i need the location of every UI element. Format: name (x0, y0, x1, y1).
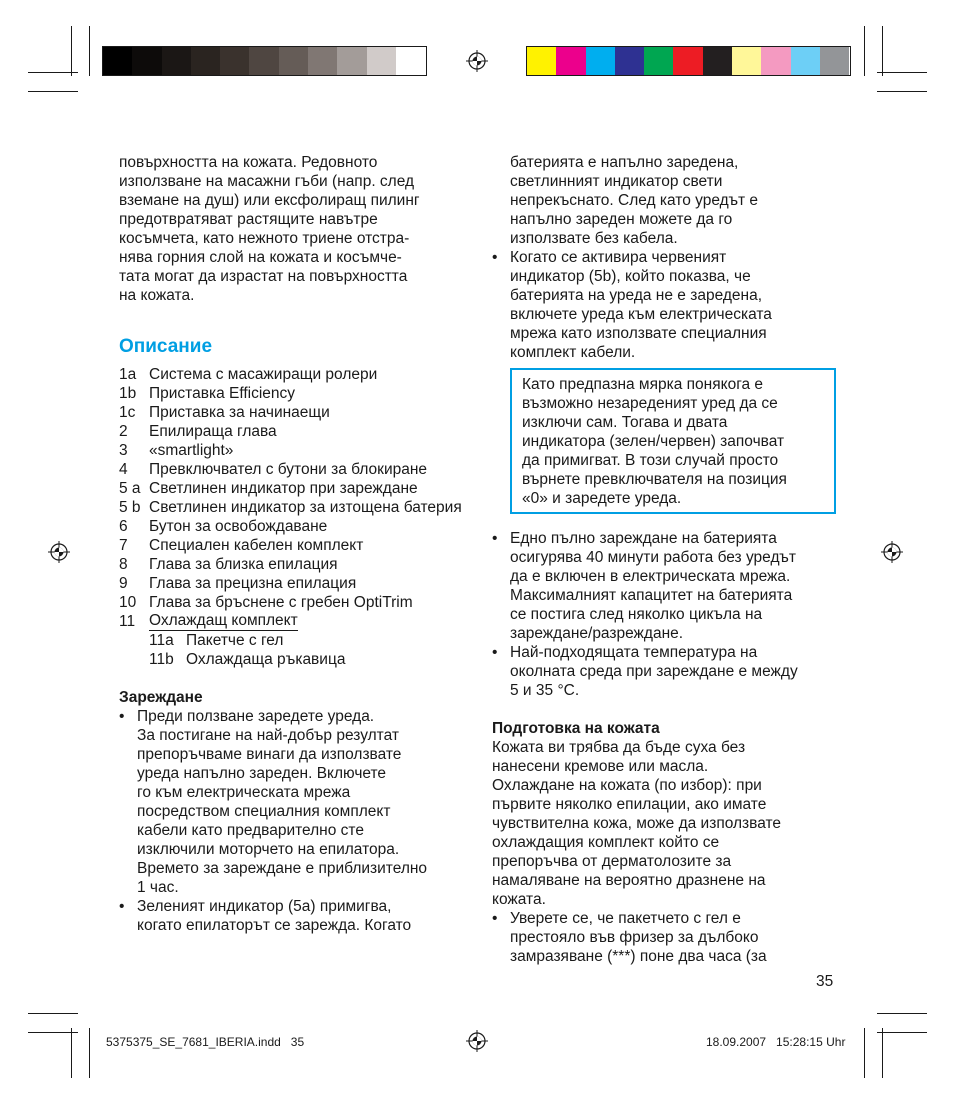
list-item-text: Светлинен индикатор при зареждане (149, 480, 418, 497)
calibration-swatch (586, 47, 615, 75)
calibration-swatch (279, 47, 308, 75)
text-line: 1 час. (137, 879, 179, 896)
list-item (119, 422, 469, 441)
bullet-icon: • (492, 530, 498, 547)
list-item-text: Глава за бръснене с гребен OptiTrim (149, 594, 413, 611)
list-item (119, 441, 469, 460)
list-item (119, 479, 469, 498)
charging-bullets (119, 707, 469, 935)
section-heading-skin-preparation: Подготовка на кожата (492, 720, 660, 737)
list-item-text: Приставка Efficiency (149, 385, 296, 402)
list-item-text: Превключвател с бутони за блокиране (149, 461, 428, 478)
text-line: първите няколко епилации, ако имате (492, 796, 767, 813)
list-item-number: 7 (119, 537, 128, 554)
text-line: 5 и 35 °C. (510, 682, 580, 699)
text-line: напълно зареден можете да го (510, 211, 733, 228)
text-line: използване на масажни гъби (напр. след (119, 173, 415, 190)
text-line: батерията на уреда не е заредена, (510, 287, 762, 304)
list-item-text: Светлинен индикатор за изтощена батерия (149, 499, 462, 516)
list-item-text: «smartlight» (149, 442, 234, 459)
text-line: замразяване (***) поне два часа (за (510, 948, 767, 965)
left-column (119, 153, 469, 935)
calibration-swatch (615, 47, 644, 75)
text-line: намаляване на вероятно дразнене на (492, 872, 766, 889)
list-item-number: 9 (119, 575, 128, 592)
calibration-swatch (396, 47, 425, 75)
list-item-text: Епилираща глава (149, 423, 277, 440)
text-line: го към електрическата мрежа (137, 784, 351, 801)
skin-preparation-paragraph (492, 738, 837, 909)
text-line: комплект кабели. (510, 344, 636, 361)
text-line: посредством специалния комплект (137, 803, 391, 820)
text-line: изключили моторчето на епилатора. (137, 841, 400, 858)
list-item-number: 1b (119, 385, 137, 402)
text-line: вземане на душ) или ексфолиращ пилинг (119, 192, 420, 209)
section-heading-charging: Зареждане (119, 689, 203, 706)
text-line: кожата. (492, 891, 546, 908)
calibration-swatch (673, 47, 702, 75)
safety-note-box (510, 368, 836, 514)
calibration-swatch (820, 47, 849, 75)
list-item-number: 11 (119, 613, 136, 630)
calibration-swatch (732, 47, 761, 75)
list-item-number: 4 (119, 461, 128, 478)
list-item (119, 384, 469, 403)
text-line: уреда напълно зареден. Включете (137, 765, 387, 782)
text-line: използвате без кабела. (510, 230, 678, 247)
list-item (119, 536, 469, 555)
text-line: предотвратяват растящите навътре (119, 211, 378, 228)
calibration-swatch (103, 47, 132, 75)
text-line: върнете превключвателя на позиция (522, 471, 787, 488)
text-line: Кожата ви трябва да бъде суха без (492, 739, 746, 756)
text-line: се постига след няколко цикъла на (510, 606, 763, 623)
text-line: «0» и заредете уреда. (522, 490, 682, 507)
sublist-item (149, 631, 469, 650)
calibration-swatch (337, 47, 366, 75)
calibration-swatch (556, 47, 585, 75)
cooling-set-sublist (119, 631, 469, 669)
text-line: косъмчета, като нежното триене отстра- (119, 230, 410, 247)
registration-mark-icon (881, 541, 903, 563)
text-line: нява горния слой на кожата и косъмче- (119, 249, 402, 266)
text-line: светлинният индикатор свети (510, 173, 723, 190)
text-line: Уверете се, че пакетчето с гел е (510, 910, 741, 927)
charging-bullet (119, 707, 469, 897)
list-item-text: Охлаждащ комплект (149, 612, 298, 629)
list-item-text: Специален кабелен комплект (149, 537, 364, 554)
text-line: чувствителна кожа, може да използвате (492, 815, 782, 832)
grayscale-calibration-bar (102, 46, 427, 76)
list-item-number: 2 (119, 423, 128, 440)
list-item-text: Глава за близка епилация (149, 556, 338, 573)
sublist-item (149, 650, 469, 669)
footer-file-name: 5375375_SE_7681_IBERIA.indd 35 (106, 1035, 305, 1049)
calibration-swatch (308, 47, 337, 75)
bullet-temperature (492, 643, 837, 700)
registration-mark-icon (466, 1030, 488, 1052)
text-line: Охлаждане на кожата (по избор): при (492, 777, 762, 794)
text-line: Времето за зареждане е приблизително (137, 860, 428, 877)
calibration-swatch (132, 47, 161, 75)
list-item (119, 593, 469, 612)
list-item-number: 8 (119, 556, 128, 573)
text-line: Преди ползване заредете уреда. (137, 708, 375, 725)
text-line: на кожата. (119, 287, 195, 304)
registration-mark-icon (466, 50, 488, 72)
sublist-item-text: Пакетче с гел (186, 632, 284, 649)
list-item-number: 1c (119, 404, 136, 421)
section-heading-description: Описание (119, 336, 213, 357)
bullet-icon: • (119, 898, 125, 915)
text-line: да е включен в електрическата мрежа. (510, 568, 791, 585)
calibration-swatch (367, 47, 396, 75)
right-column-lower (492, 529, 837, 966)
sublist-item-number: 11b (149, 651, 174, 668)
calibration-swatch (761, 47, 790, 75)
list-item-number: 5 b (119, 499, 141, 516)
text-line: околната среда при зареждане е между (510, 663, 798, 680)
list-item-number: 6 (119, 518, 128, 535)
list-item-number: 10 (119, 594, 137, 611)
bullet-icon: • (492, 644, 498, 661)
calibration-swatch (644, 47, 673, 75)
bullet-full-charge (492, 529, 837, 643)
text-line: мрежа като използвате специалния (510, 325, 767, 342)
calibration-swatch (527, 47, 556, 75)
text-line: За постигане на най-добър резултат (137, 727, 399, 744)
text-line: непрекъснато. След като уредът е (510, 192, 759, 209)
bullet-icon: • (492, 910, 498, 927)
list-item (119, 365, 469, 384)
text-line: възможно незаредeният уред да се (522, 395, 778, 412)
text-line: Едно пълно зареждане на батерията (510, 530, 777, 547)
bullet-gel-pack (492, 909, 837, 966)
text-line: Най-подходящата температура на (510, 644, 758, 661)
text-line: препоръчва от дерматолозите за (492, 853, 732, 870)
sublist-item-text: Охлаждаща ръкавица (186, 651, 346, 668)
page-number: 35 (816, 973, 834, 990)
text-line: индикатора (зелен/червен) започват (522, 433, 785, 450)
color-calibration-bar (526, 46, 851, 76)
list-item-text: Бутон за освобождаване (149, 518, 328, 535)
text-line: кабели като предварително сте (137, 822, 364, 839)
text-line: когато епилаторът се зарежда. Когато (137, 917, 412, 934)
bullet-icon: • (492, 249, 498, 266)
text-line: Като предпазна мярка понякога е (522, 376, 764, 393)
calibration-swatch (703, 47, 732, 75)
text-line: батерията е напълно заредена, (510, 154, 739, 171)
text-line: нанесени кремове или масла. (492, 758, 709, 775)
list-item-text: Глава за прецизна епилация (149, 575, 357, 592)
text-line: осигурява 40 минути работа без уредът (510, 549, 796, 566)
sublist-item-number: 11a (149, 632, 174, 649)
text-line: изключи сам. Тогава и двата (522, 414, 728, 431)
intro-paragraph (119, 153, 469, 305)
list-item (119, 498, 469, 517)
text-line: престояло във фризер за дълбоко (510, 929, 759, 946)
bullet-red-indicator (492, 248, 837, 362)
list-item (119, 403, 469, 422)
text-line: включете уреда към електрическата (510, 306, 772, 323)
text-line: Когато се активира червеният (510, 249, 727, 266)
bullet-icon: • (119, 708, 125, 725)
footer-datetime: 18.09.2007 15:28:15 Uhr (706, 1035, 846, 1049)
charging-bullet (119, 897, 469, 935)
list-item (119, 612, 469, 631)
parts-list (119, 365, 469, 631)
list-item-number: 5 a (119, 480, 141, 497)
list-item-text: Приставка за начинаещи (149, 404, 330, 421)
registration-mark-icon (48, 541, 70, 563)
text-line: тата могат да израстат на повърхността (119, 268, 408, 285)
list-item (119, 460, 469, 479)
list-item-text: Система с масажиращи ролери (149, 366, 378, 383)
charging-continued-paragraph (492, 153, 837, 248)
text-line: да примигват. В този случай просто (522, 452, 779, 469)
calibration-swatch (162, 47, 191, 75)
text-line: Максималният капацитет на батерията (510, 587, 793, 604)
text-line: Зеленият индикатор (5a) примигва, (137, 898, 392, 915)
calibration-swatch (220, 47, 249, 75)
calibration-swatch (249, 47, 278, 75)
text-line: повърхността на кожата. Редовното (119, 154, 378, 171)
text-line: индикатор (5b), който показва, че (510, 268, 751, 285)
list-item (119, 555, 469, 574)
list-item (119, 574, 469, 593)
calibration-swatch (791, 47, 820, 75)
list-item (119, 517, 469, 536)
calibration-swatch (191, 47, 220, 75)
list-item-number: 1a (119, 366, 137, 383)
right-column (492, 153, 837, 362)
text-line: зареждане/разреждане. (510, 625, 684, 642)
text-line: препоръчваме винаги да използвате (137, 746, 402, 763)
text-line: охлаждащия комплект който се (492, 834, 720, 851)
list-item-number: 3 (119, 442, 128, 459)
